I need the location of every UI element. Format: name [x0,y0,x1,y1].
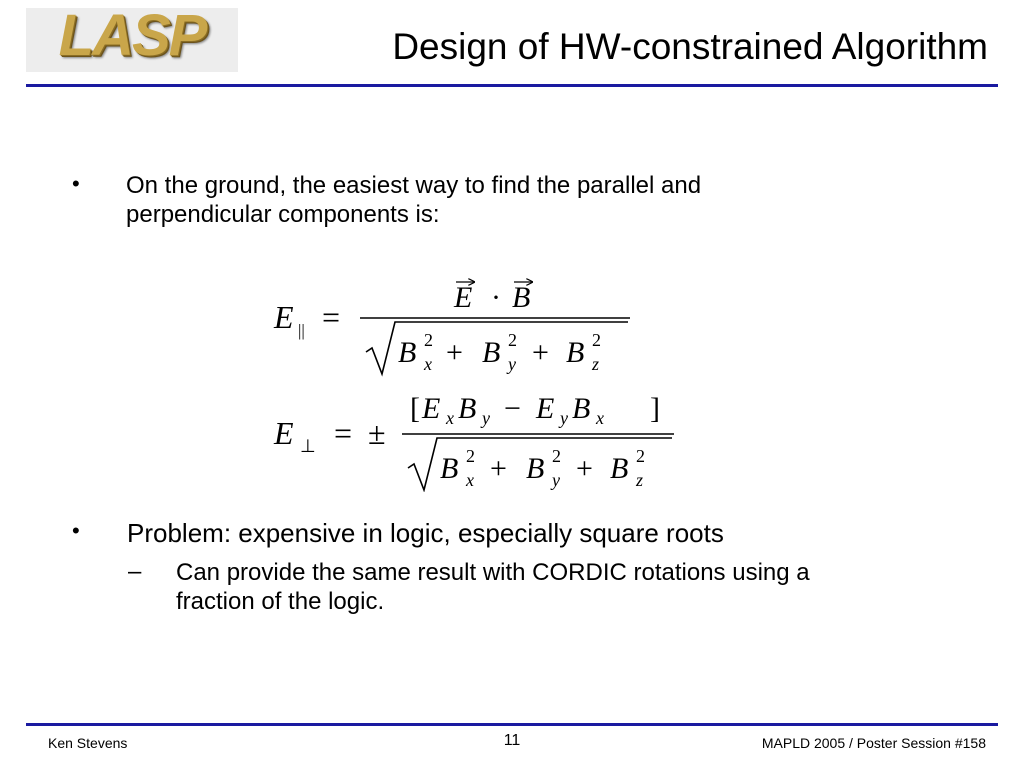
num-E: E [454,281,473,314]
den-B3: B [566,336,585,369]
e-parallel-sub: || [298,321,305,340]
bullet-marker: • [72,171,80,196]
pden-z: z [636,470,644,490]
num-x2: x [596,408,604,428]
num-B1: B [458,392,477,425]
footer-author: Ken Stevens [48,735,128,751]
num-y2: y [560,408,568,428]
equations [260,262,700,492]
den-sq2: 2 [508,330,517,350]
e-perp-pm: ± [368,415,386,451]
num-B2: B [572,392,591,425]
sub-bullet-marker: – [128,558,142,585]
num-E1: E [422,392,441,425]
den-plus2: + [532,336,549,369]
pden-y: y [552,470,560,490]
num-minus: − [504,392,521,425]
den-B1: B [398,336,417,369]
equation-perpendicular [273,392,674,490]
pden-x: x [466,470,474,490]
pden-plus1: + [490,452,507,485]
bullet-text-problem: Problem: expensive in logic, especially square roots [127,518,724,548]
slide-title: Design of HW-constrained Algorithm [392,26,988,67]
page-number: 11 [503,732,521,749]
den-plus1: + [446,336,463,369]
e-parallel-lhs: E [274,299,294,335]
num-x1: x [446,408,454,428]
logo-text: LASP [58,3,206,68]
num-E2: E [536,392,555,425]
pden-sq3: 2 [636,446,645,466]
logo [26,3,238,72]
sub-bullet-text-cordic: Can provide the same result with CORDIC rotations using a fraction of the logic. [176,559,810,615]
pden-B3: B [610,452,629,485]
e-perp-eq: = [334,415,353,451]
den-B2: B [482,336,501,369]
den-z: z [592,354,600,374]
bullet-text-ground: On the ground, the easiest way to find the parallel and perpendicular components is: [126,172,702,228]
den-sq1: 2 [424,330,433,350]
title-divider [26,84,998,87]
pden-B1: B [440,452,459,485]
pden-B2: B [526,452,545,485]
num-y1: y [482,408,490,428]
pden-sq1: 2 [466,446,475,466]
e-perp-sub: ⊥ [300,436,316,456]
num-lb: [ [410,392,420,425]
equation-parallel [273,281,630,374]
den-x: x [424,354,432,374]
bullet-marker: • [72,518,80,543]
pden-sq2: 2 [552,446,561,466]
den-sq3: 2 [592,330,601,350]
footer-divider [26,723,998,726]
pden-plus2: + [576,452,593,485]
num-rb: ] [650,392,660,425]
footer-session: MAPLD 2005 / Poster Session #158 [761,735,986,751]
den-y: y [508,354,516,374]
num-dot: · [491,281,501,314]
e-perp-lhs: E [274,415,294,451]
e-parallel-eq: = [322,299,341,335]
num-B: B [512,281,531,314]
